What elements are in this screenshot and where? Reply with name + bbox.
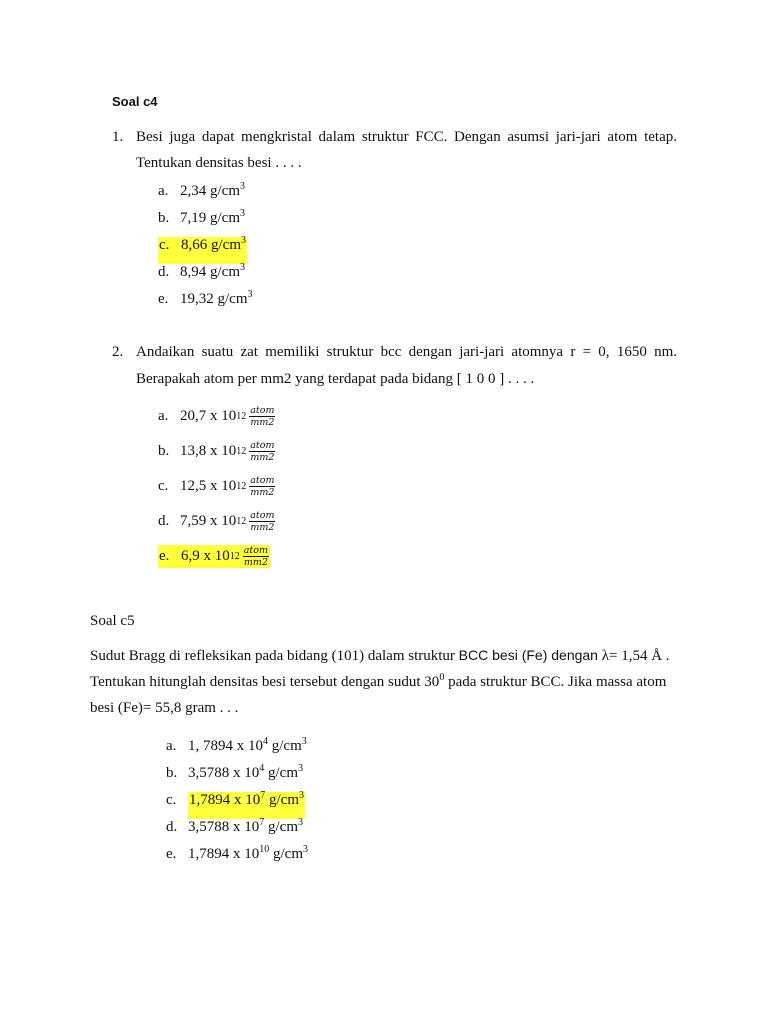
q1-option-a	[158, 183, 253, 210]
fraction-numerator: atom	[250, 440, 275, 451]
c5-question-line-3: besi (Fe)= 55,8 gram . . .	[90, 700, 239, 716]
option-letter: c.	[158, 478, 169, 494]
option-value	[188, 846, 308, 873]
option-text: 2,34 g/cm	[180, 183, 240, 199]
q1-option-d	[158, 264, 253, 291]
exponent-sup: 7	[259, 817, 265, 828]
option-text: 7,59 x 10	[180, 513, 237, 529]
option-value	[180, 210, 245, 237]
c5-line1-part-a: Sudut Bragg di refleksikan pada bidang (101) dalam struktur	[90, 648, 459, 664]
c5-question-line-1	[90, 647, 670, 665]
unit-sup: 3	[298, 817, 303, 828]
option-text: 3,5788 x 10	[188, 765, 260, 781]
option-letter: a.	[166, 738, 177, 754]
fraction-numerator: atom	[250, 510, 275, 521]
fraction-denominator: mm2	[250, 487, 275, 498]
unit-sup: 3	[303, 844, 308, 855]
fraction-denominator: mm2	[250, 452, 275, 463]
option-sup: 3	[247, 289, 253, 300]
option-value	[188, 738, 307, 765]
option-value	[180, 264, 245, 291]
option-unit: g/cm	[269, 846, 303, 862]
c5-line2-part-b: pada struktur BCC. Jika massa atom	[444, 674, 667, 690]
fraction-numerator: atom	[243, 545, 268, 556]
exponent-sup: 4	[259, 763, 265, 774]
c5-option-a	[166, 738, 308, 765]
option-text: 8,66 g/cm	[181, 237, 241, 253]
option-sup: 3	[240, 208, 245, 219]
unit-sup: 3	[301, 736, 307, 747]
option-letter: c.	[159, 237, 170, 253]
c5-option-b	[166, 765, 308, 792]
option-text: 19,32 g/cm	[180, 291, 248, 307]
q2-option-a: a. 20,7 x 10 12 $\frac{\text{atom}}{mm2}$	[158, 405, 275, 428]
option-unit: g/cm	[268, 738, 302, 754]
unit-sup: 3	[298, 763, 303, 774]
atom-per-mm2-fraction	[243, 545, 269, 568]
option-unit: g/cm	[265, 792, 299, 808]
section-heading-c5: Soal c5	[90, 613, 135, 629]
option-sup: 3	[240, 181, 245, 192]
option-letter: e.	[158, 291, 169, 307]
c5-option-e	[166, 846, 308, 873]
exponent-sup: 10	[259, 844, 270, 855]
option-text: 1,7894 x 10	[188, 846, 260, 862]
fraction-denominator: mm2	[250, 522, 275, 533]
question-2-line-2: Berapakah atom per mm2 yang terdapat pada bidang [ 1 0 0 ] . . . .	[136, 371, 535, 387]
option-text: 20,7 x 10	[180, 408, 237, 424]
option-value	[188, 765, 303, 792]
fraction-denominator: mm2	[250, 417, 275, 428]
option-text: 1,7894 x 10	[189, 792, 261, 808]
option-text: 12,5 x 10	[180, 478, 237, 494]
degree-sup: 0	[439, 672, 445, 683]
question-1-number: 1.	[112, 129, 124, 145]
option-text: 8,94 g/cm	[180, 264, 240, 280]
option-letter: a.	[158, 408, 169, 424]
highlighted-answer	[158, 237, 247, 264]
q1-option-e	[158, 291, 253, 318]
fraction-numerator: atom	[250, 475, 275, 486]
q2-option-list	[158, 399, 275, 574]
option-letter: e.	[159, 548, 170, 564]
c5-line1-part-c: λ= 1,54 Å .	[597, 648, 670, 664]
question-2-number: 2.	[112, 344, 124, 360]
option-letter: a.	[158, 183, 169, 199]
option-text: 1, 7894 x 10	[188, 738, 263, 754]
highlighted-answer: e. 6,9 x 10 12 $\frac{\text{atom}}{mm2}$	[159, 545, 268, 568]
atom-per-mm2-fraction	[249, 440, 275, 463]
atom-per-mm2-fraction	[249, 475, 275, 498]
fraction-numerator: atom	[250, 405, 275, 416]
question-1-line-1: Besi juga dapat mengkristal dalam struktur FCC. Dengan asumsi jari-jari atom tetap.	[136, 129, 677, 145]
option-letter: d.	[166, 819, 178, 835]
option-text: 6,9 x 10	[181, 548, 230, 564]
q1-option-c	[158, 237, 253, 264]
option-letter: d.	[158, 264, 170, 280]
fraction-denominator: mm2	[243, 557, 268, 568]
option-unit: g/cm	[264, 819, 298, 835]
option-value	[188, 819, 303, 846]
option-unit: g/cm	[264, 765, 298, 781]
option-letter: b.	[166, 765, 178, 781]
q2-option-e	[158, 539, 275, 574]
option-sup: 3	[241, 235, 246, 246]
option-sup: 3	[240, 262, 245, 273]
unit-sup: 3	[299, 790, 304, 801]
q1-option-list	[158, 183, 253, 318]
c5-line1-part-b: BCC besi (Fe) dengan	[458, 647, 598, 663]
question-2-line-1: Andaikan suatu zat memiliki struktur bcc dengan jari-jari atomnya r = 0, 1650 nm.	[136, 344, 677, 360]
option-value	[180, 291, 253, 318]
c5-option-c	[166, 792, 308, 819]
c5-question-line-2	[90, 674, 666, 691]
option-letter: d.	[158, 513, 170, 529]
option-text: 13,8 x 10	[180, 443, 237, 459]
question-1-line-2: Tentukan densitas besi . . . .	[136, 155, 302, 171]
option-letter: b.	[158, 443, 170, 459]
q1-option-b	[158, 210, 253, 237]
q2-option-d: d. 7,59 x 10 12 $\frac{\text{atom}}{mm2}$	[158, 510, 275, 533]
exponent-sup: 4	[263, 736, 268, 747]
highlighted-answer	[188, 792, 305, 819]
option-text: 7,19 g/cm	[180, 210, 240, 226]
option-letter: b.	[158, 210, 170, 226]
section-heading-c4: Soal c4	[112, 94, 158, 109]
option-value	[180, 183, 245, 210]
exponent-sup: 7	[260, 790, 266, 801]
option-letter: e.	[166, 846, 177, 862]
c5-option-d	[166, 819, 308, 846]
option-text: 3,5788 x 10	[188, 819, 260, 835]
q2-option-c: c. 12,5 x 10 12 $\frac{\text{atom}}{mm2}$	[158, 475, 275, 498]
q2-option-b: b. 13,8 x 10 12 $\frac{\text{atom}}{mm2}$	[158, 440, 275, 463]
option-letter: c.	[166, 792, 177, 808]
c5-option-list	[166, 738, 308, 873]
atom-per-mm2-fraction	[249, 510, 275, 533]
atom-per-mm2-fraction	[249, 405, 275, 428]
c5-line2-part-a: Tentukan hitunglah densitas besi tersebut dengan sudut 30	[90, 674, 440, 690]
